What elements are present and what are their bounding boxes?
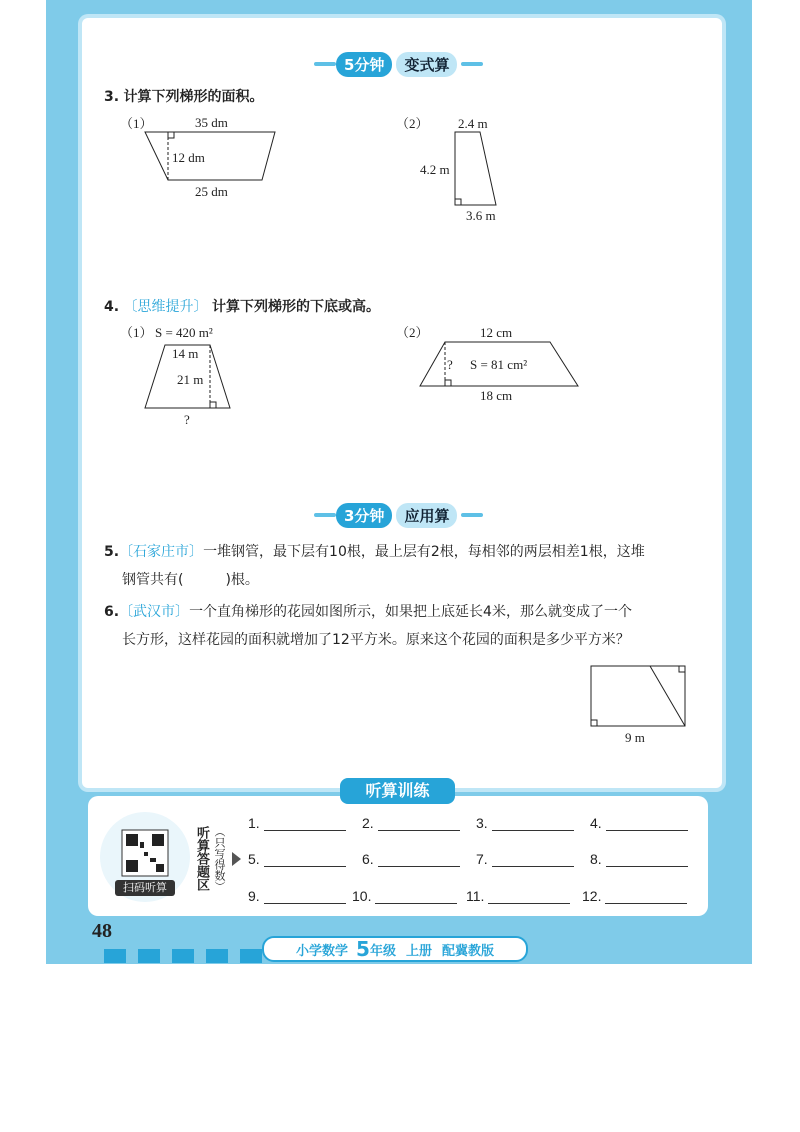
question-number: 4. xyxy=(104,299,120,315)
fig-label: （2） xyxy=(396,325,429,340)
question-line-1: 一个直角梯形的花园如图所示，如果把上底延长4米，那么就变成了一个 xyxy=(189,604,632,620)
q3-figures xyxy=(100,110,700,240)
header-line-left xyxy=(314,62,336,66)
answer-number: 4. xyxy=(590,815,602,831)
right-angle-mark xyxy=(591,720,597,726)
garden-rectangle xyxy=(591,666,685,726)
right-angle-mark xyxy=(679,666,685,672)
grade-word: 年级 xyxy=(369,943,396,959)
answer-item[interactable] xyxy=(352,888,457,904)
answer-item[interactable] xyxy=(590,815,688,831)
question-5 xyxy=(104,538,694,594)
height-label: 4.2 m xyxy=(420,162,450,177)
volume: 上册 xyxy=(405,943,432,959)
section-header-variant xyxy=(314,52,483,76)
answer-area-note: （只写得数） xyxy=(213,826,226,892)
answer-number: 1. xyxy=(248,815,260,831)
top-label: 12 cm xyxy=(480,325,513,340)
answer-number: 7. xyxy=(476,851,488,867)
play-arrow-icon xyxy=(232,852,241,866)
question-tag: 〔思维提升〕 xyxy=(123,299,208,315)
answer-item[interactable] xyxy=(476,851,574,867)
bottom-label: ? xyxy=(184,412,190,427)
question-3 xyxy=(104,86,264,106)
trapezoid-1 xyxy=(145,132,275,180)
section-title: 变式算 xyxy=(396,52,457,77)
answer-number: 2. xyxy=(362,815,374,831)
question-6 xyxy=(104,598,704,654)
answer-blank[interactable] xyxy=(492,852,574,867)
header-line-right xyxy=(461,513,483,517)
right-angle-mark xyxy=(445,380,451,386)
answer-number: 10. xyxy=(352,888,372,904)
answer-blank[interactable] xyxy=(264,816,346,831)
answer-item[interactable] xyxy=(590,851,688,867)
qr-badge[interactable] xyxy=(100,812,190,902)
answer-item[interactable] xyxy=(248,888,346,904)
top-label: 14 m xyxy=(172,346,199,361)
area-label: S = 81 cm² xyxy=(470,357,528,372)
answer-number: 3. xyxy=(476,815,488,831)
answer-item[interactable] xyxy=(362,815,460,831)
answer-item[interactable] xyxy=(362,851,460,867)
grade-number: 5 xyxy=(356,937,370,961)
fig-label: （1） xyxy=(120,325,153,340)
answer-item[interactable] xyxy=(248,815,346,831)
question-number: 5. xyxy=(104,544,120,560)
answer-item[interactable] xyxy=(582,888,687,904)
section-minutes: 5分钟 xyxy=(336,52,392,77)
answer-blank[interactable] xyxy=(264,889,346,904)
answer-blank[interactable] xyxy=(492,816,574,831)
answer-blank[interactable] xyxy=(378,852,460,867)
top-label: 35 dm xyxy=(195,115,228,130)
listening-title: 听算训练 xyxy=(340,778,455,804)
bottom-label: 18 cm xyxy=(480,388,513,403)
answer-blank[interactable] xyxy=(488,889,570,904)
header-line-left xyxy=(314,513,336,517)
answer-blank[interactable] xyxy=(264,852,346,867)
question-text: 计算下列梯形的面积。 xyxy=(123,89,264,105)
area-label: S = 420 m² xyxy=(155,325,213,340)
bottom-label: 9 m xyxy=(625,730,645,745)
question-number: 6. xyxy=(104,604,120,620)
answer-blank[interactable] xyxy=(606,816,688,831)
qr-label: 扫码听算 xyxy=(115,880,175,896)
book-info-bar xyxy=(262,936,528,962)
question-number: 3. xyxy=(104,89,120,105)
answer-number: 12. xyxy=(582,888,602,904)
edition: 配冀教版 xyxy=(441,943,494,959)
answer-blank[interactable] xyxy=(606,852,688,867)
book-subject: 小学数学 xyxy=(296,943,349,959)
question-text: 计算下列梯形的下底或高。 xyxy=(211,299,380,315)
q4-figures xyxy=(100,320,700,435)
height-label: 12 dm xyxy=(172,150,205,165)
right-angle-mark xyxy=(210,402,216,408)
page-number: 48 xyxy=(92,920,112,942)
trapezoid-2 xyxy=(455,132,496,205)
answer-number: 9. xyxy=(248,888,260,904)
answer-number: 11. xyxy=(466,888,485,904)
q6-garden-figure xyxy=(585,660,695,750)
right-angle-mark xyxy=(455,199,461,205)
right-angle-mark xyxy=(168,132,174,138)
answer-number: 8. xyxy=(590,851,602,867)
garden-slant xyxy=(650,666,685,726)
fig-label: （1） xyxy=(120,116,153,131)
header-line-right xyxy=(461,62,483,66)
section-header-apply xyxy=(314,503,483,527)
answer-blank[interactable] xyxy=(378,816,460,831)
question-4 xyxy=(104,296,380,316)
answer-item[interactable] xyxy=(476,815,574,831)
answer-area-label: 听算答题区 xyxy=(194,826,209,891)
question-tag: 〔石家庄市〕 xyxy=(119,544,204,560)
question-line-1: 一堆钢管，最下层有10根，最上层有2根，每相邻的两层相差1根，这堆 xyxy=(203,544,645,560)
section-title: 应用算 xyxy=(396,503,457,528)
question-tag: 〔武汉市〕 xyxy=(119,604,190,620)
bottom-label: 25 dm xyxy=(195,184,228,199)
answer-blank[interactable] xyxy=(375,889,457,904)
answer-number: 5. xyxy=(248,851,260,867)
fig-label: （2） xyxy=(396,116,429,131)
question-line-2: 长方形，这样花园的面积就增加了12平方米。原来这个花园的面积是多少平方米？ xyxy=(122,632,630,648)
height-label: ? xyxy=(447,357,453,372)
answer-item[interactable] xyxy=(466,888,570,904)
top-label: 2.4 m xyxy=(458,116,488,131)
answer-item[interactable] xyxy=(248,851,346,867)
bottom-label: 3.6 m xyxy=(466,208,496,223)
section-minutes: 3分钟 xyxy=(336,503,392,528)
height-label: 21 m xyxy=(177,372,204,387)
footer-blocks xyxy=(104,948,274,967)
question-line-2: 钢管共有( )根。 xyxy=(122,572,259,588)
answer-number: 6. xyxy=(362,851,374,867)
answer-blank[interactable] xyxy=(605,889,687,904)
